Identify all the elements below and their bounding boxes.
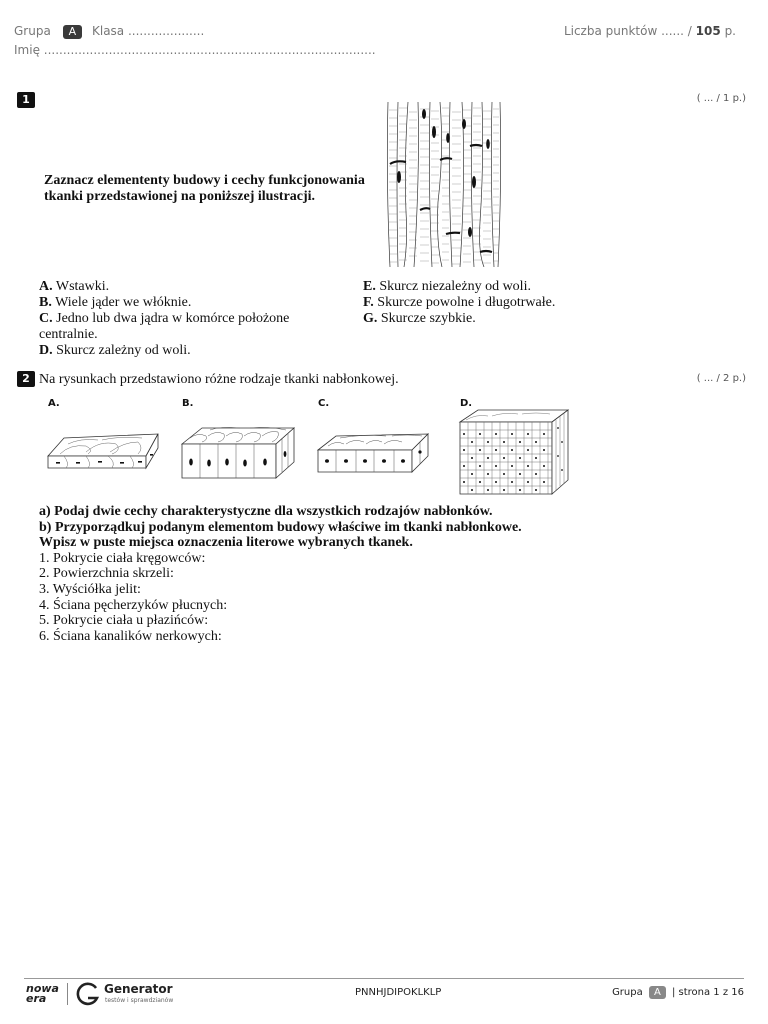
task-2-number: 2 xyxy=(17,371,35,387)
epithelium-illustration-a xyxy=(46,430,162,474)
footer-group-label: Grupa xyxy=(612,987,643,998)
points-unit: p. xyxy=(724,24,736,38)
footer-divider xyxy=(24,978,744,979)
answer-item-6[interactable]: 6. Ściana kanalików nerkowych: xyxy=(39,628,222,644)
answer-item-2[interactable]: 2. Powierzchnia skrzeli: xyxy=(39,566,174,582)
figure-label-b: B. xyxy=(182,398,194,409)
task-1-instruction xyxy=(44,173,365,205)
task-1-instruction-line-1: Zaznacz elemententy budowy i cechy funkcjonowania xyxy=(44,173,365,188)
question-b: b) Przyporządkuj podanym elementom budowy właściwe im tkanki nabłonkowe. xyxy=(39,519,522,535)
points-field xyxy=(564,24,736,38)
footer-group-badge: A xyxy=(649,986,666,999)
option-c-continued: centralnie. xyxy=(39,327,98,342)
logo-separator xyxy=(67,983,68,1005)
option-a[interactable]: A. Wstawki. xyxy=(39,279,110,294)
task-2-points: ( ... / 2 p.) xyxy=(696,373,746,384)
page-number: | strona 1 z 16 xyxy=(671,987,744,998)
question-b-instruction: Wpisz w puste miejsca oznaczenia literowe wybranych tkanek. xyxy=(39,535,413,551)
task-1-options-left xyxy=(39,279,339,359)
option-f[interactable]: F. Skurcze powolne i długotrwałe. xyxy=(363,295,556,310)
generator-subtitle: testów i sprawdzianów xyxy=(105,997,174,1004)
figure-label-d: D. xyxy=(460,398,473,409)
option-d[interactable]: D. Skurcz zależny od woli. xyxy=(39,343,191,358)
answer-item-3[interactable]: 3. Wyściółka jelit: xyxy=(39,581,141,597)
name-label: Imię ....................................................................................... xyxy=(14,43,376,57)
points-label: Liczba punktów ...... / xyxy=(563,24,692,38)
nowa-era-logo-line-2: era xyxy=(26,992,47,1005)
task-2-questions xyxy=(39,504,522,644)
figure-label-a: A. xyxy=(48,398,60,409)
option-c[interactable]: C. Jedno lub dwa jądra w komórce położone xyxy=(39,311,290,326)
task-1-number: 1 xyxy=(17,92,35,108)
task-2-intro: Na rysunkach przedstawiono różne rodzaje tkanki nabłonkowej. xyxy=(39,372,399,387)
group-badge: A xyxy=(63,25,83,39)
group-field xyxy=(14,24,204,39)
task-1-instruction-line-2: tkanki przedstawionej na poniższej ilustracji. xyxy=(44,189,316,204)
generator-logo-icon xyxy=(76,982,100,1006)
option-g[interactable]: G. Skurcze szybkie. xyxy=(363,311,476,326)
epithelium-illustration-b xyxy=(180,424,298,480)
epithelium-illustration-d xyxy=(458,408,570,496)
option-b[interactable]: B. Wiele jąder we włóknie. xyxy=(39,295,192,310)
points-total: 105 xyxy=(695,24,721,38)
answer-item-1[interactable]: 1. Pokrycie ciała kręgowców: xyxy=(39,550,206,566)
name-field xyxy=(14,43,376,57)
epithelium-illustration-c xyxy=(316,430,432,476)
test-code: PNNHJDIPOKLKLP xyxy=(355,987,442,998)
nowa-era-logo xyxy=(26,984,59,1004)
answer-item-5[interactable]: 5. Pokrycie ciała u płazińców: xyxy=(39,613,209,629)
task-1-points: ( ... / 1 p.) xyxy=(696,93,746,104)
class-field: Klasa .................... xyxy=(92,24,205,38)
question-a: a) Podaj dwie cechy charakterystyczne dla wszystkich rodzajów nabłonków. xyxy=(39,504,493,519)
option-e[interactable]: E. Skurcz niezależny od woli. xyxy=(363,279,531,294)
page-info xyxy=(612,986,744,999)
answer-item-4[interactable]: 4. Ściana pęcherzyków płucnych: xyxy=(39,597,228,613)
task-1-options-right xyxy=(363,279,663,327)
generator-title: Generator xyxy=(104,982,173,996)
nowa-era-logo-line-1: nowa xyxy=(26,982,59,995)
figure-label-c: C. xyxy=(318,398,330,409)
muscle-tissue-illustration xyxy=(384,102,504,267)
group-label: Grupa xyxy=(14,24,51,38)
